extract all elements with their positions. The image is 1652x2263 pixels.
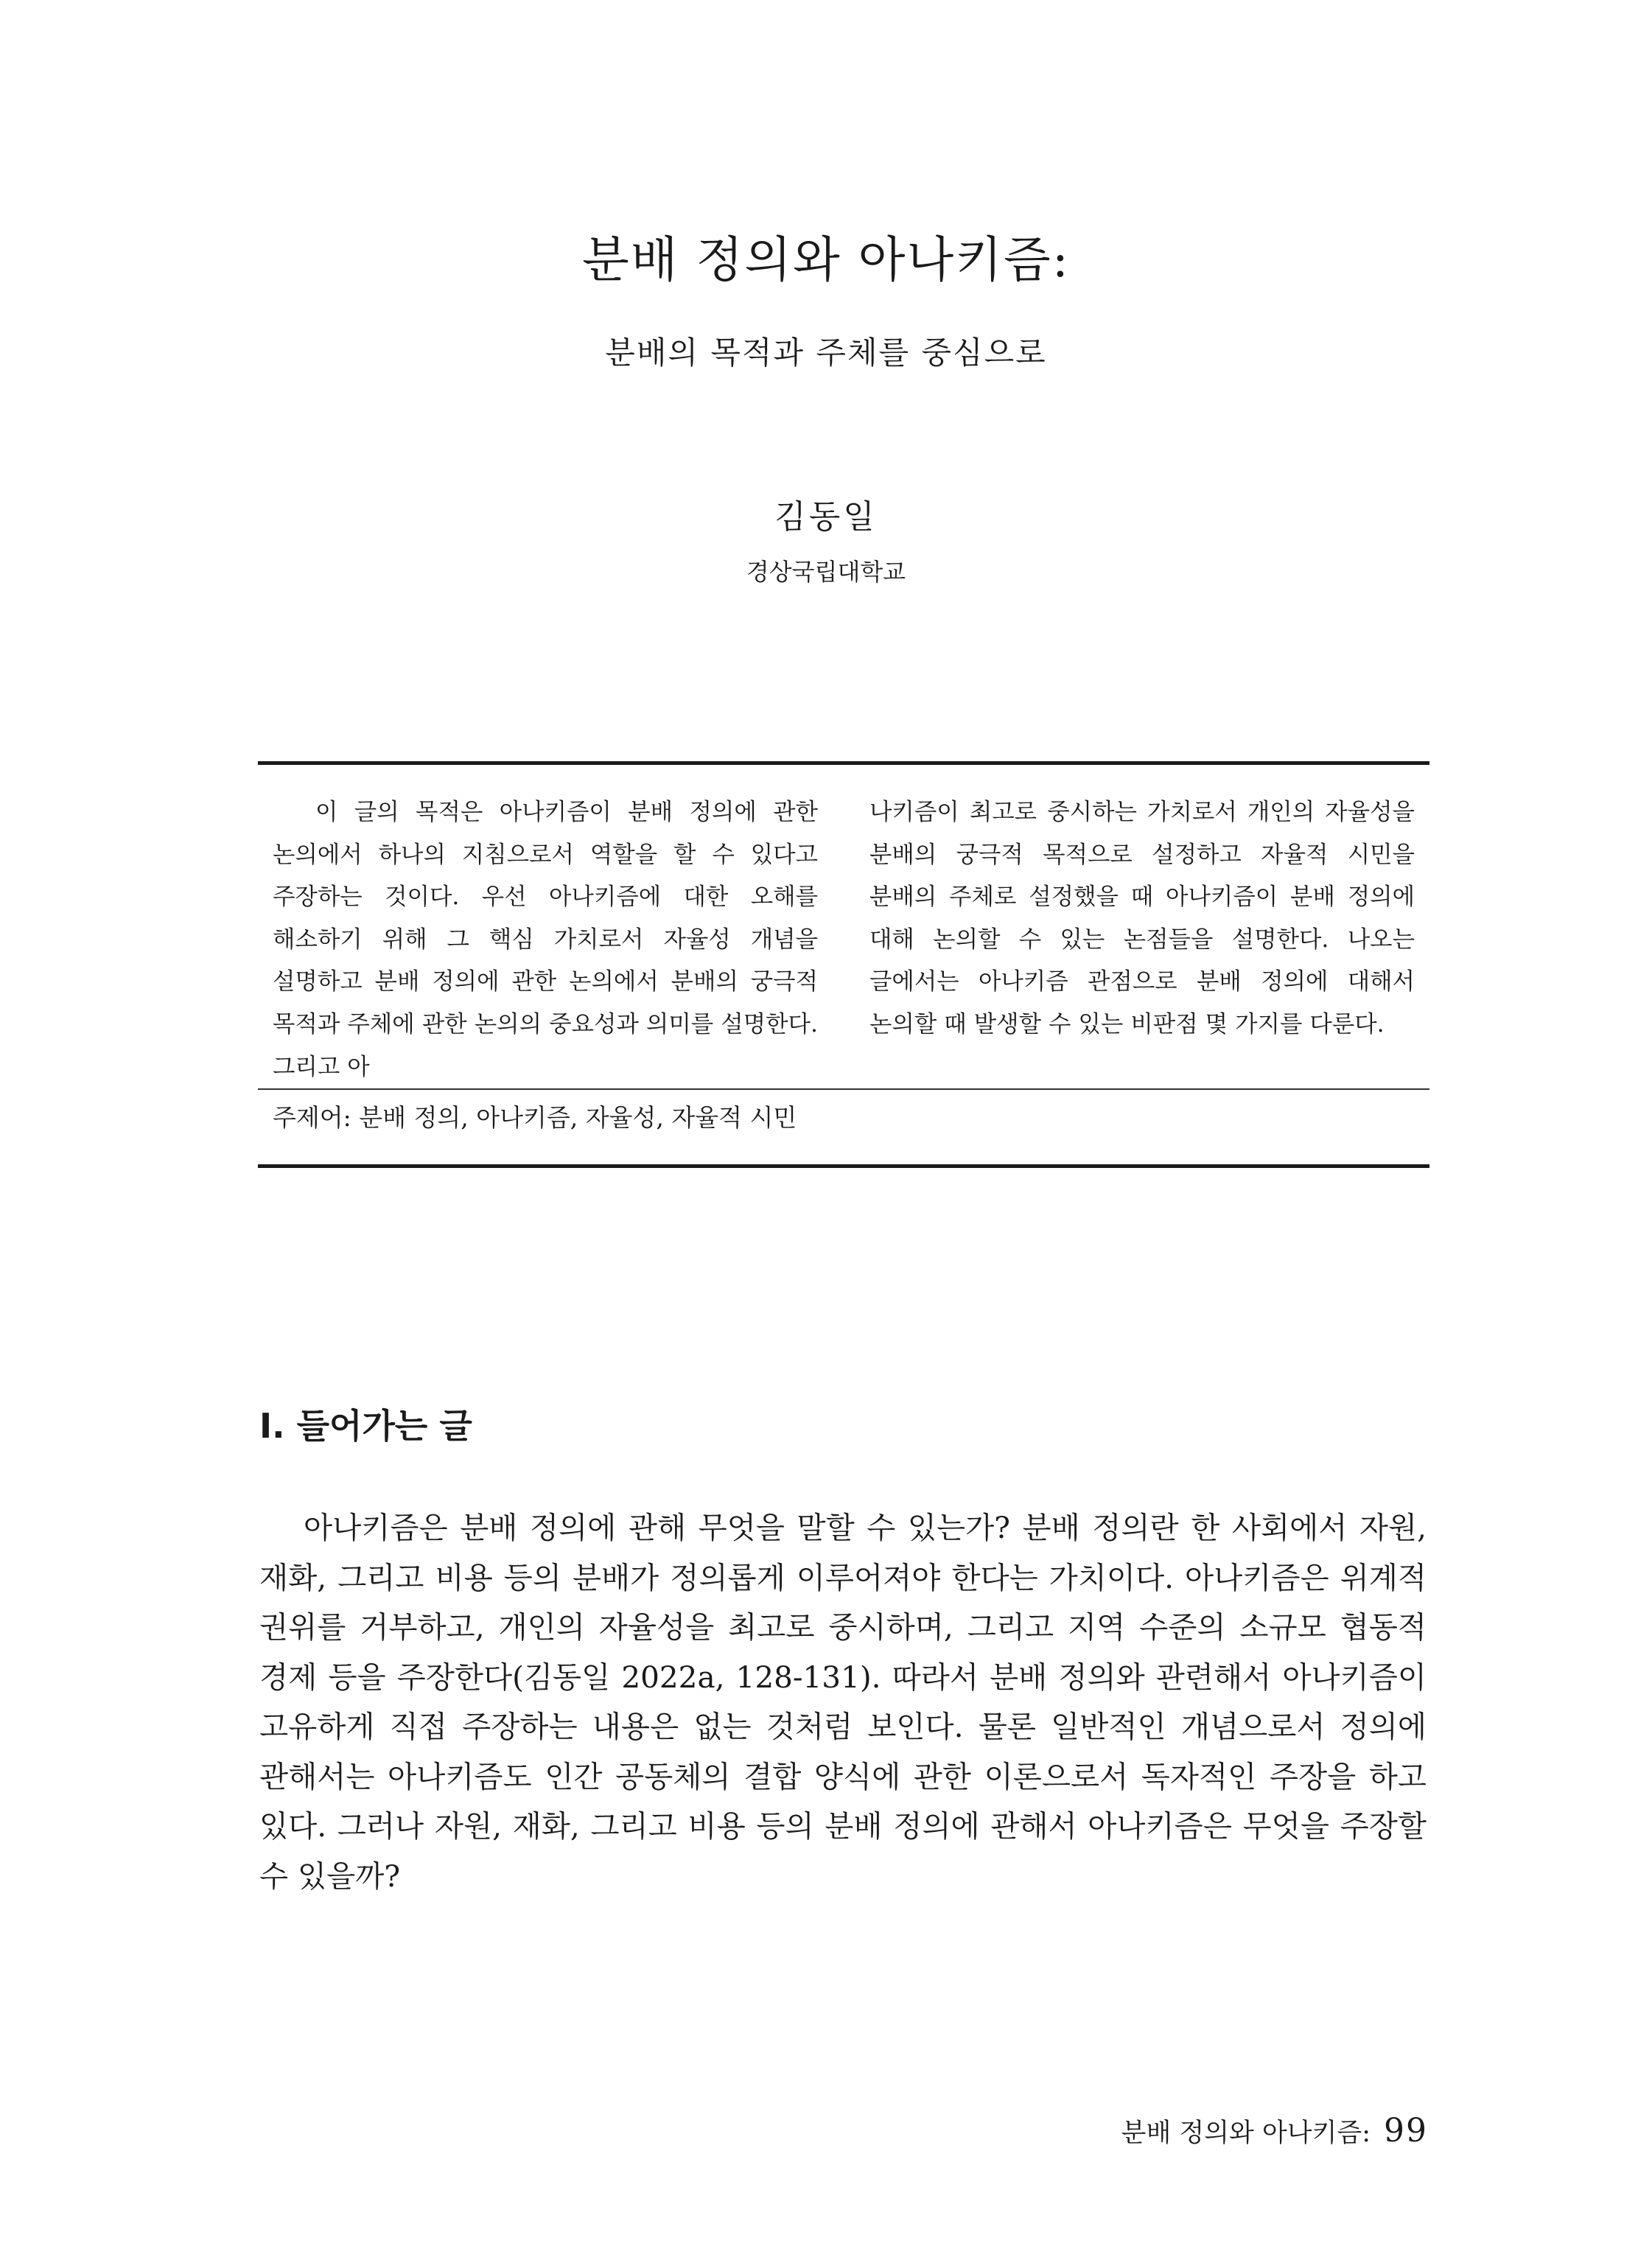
author-affiliation: 경상국립대학교 — [746, 558, 906, 586]
page-number: 99 — [1384, 2112, 1428, 2150]
paper-subtitle: 분배의 목적과 주체를 중심으로 — [605, 335, 1047, 371]
abstract-column-right: 나키즘이 최고로 중시하는 가치로서 개인의 자율성을 분배의 궁극적 목적으로 설정하고 자율적 시민을 분배의 주체로 설정했을 때 아나키즘이 분배 정의에 대해 논의할 수 있는 논점들을 설명한다. 나오는 글에서는 아나키즘 관점으로 분배 정의에 대해서 논의할 때 발생할 수 있는 비판점 몇 가지를 다룬다. — [869, 799, 1415, 1038]
author-name: 김동일 — [774, 498, 878, 536]
abstract-bottom-rule — [258, 1164, 1429, 1168]
paper-title: 분배 정의와 아나키즘: — [582, 231, 1070, 288]
abstract-column-left: 이 글의 목적은 아나키즘이 분배 정의에 관한 논의에서 하나의 지침으로서 역할을 할 수 있다고 주장하는 것이다. 우선 아나키즘에 대한 오해를 해소하기 위해 그 핵심 가치로서 자율성 개념을 설명하고 분배 정의에 관한 논의에서 분배의 궁극적 목적과 주체에 관한 논의의 중요성과 의미를 설명한다. 그리고 아 — [273, 799, 818, 1080]
abstract-block — [273, 791, 1415, 1088]
abstract-top-rule — [258, 761, 1429, 765]
running-title: 분배 정의와 아나키즘: — [1121, 2119, 1371, 2148]
body-paragraph: 아나키즘은 분배 정의에 관해 무엇을 말할 수 있는가? 분배 정의란 한 사회에서 자원, 재화, 그리고 비용 등의 분배가 정의롭게 이루어져야 한다는 가치이다. 아나키즘은 위계적 권위를 거부하고, 개인의 자율성을 최고로 중시하며, 그리고 지역 수준의 소규모 협동적 경제 등을 주장한다(김동일 2022a, 128-131). 따라서 분배 정의와 관련해서 아나키즘이 고유하게 직접 주장하는 내용은 없는 것처럼 보인다. 물론 일반적인 개념으로서 정의에 관해서는 아나키즘도 인간 공동체의 결합 양식에 관한 이론으로서 독자적인 주장을 하고 있다. 그러나 자원, 재화, 그리고 비용 등의 분배 정의에 관해서 아나키즘은 무엇을 주장할 수 있을까? — [259, 1510, 1427, 1894]
keywords-divider — [258, 1088, 1429, 1090]
keywords-line: 주제어: 분배 정의, 아나키즘, 자율성, 자율적 시민 — [273, 1103, 797, 1132]
page-footer — [1121, 2112, 1428, 2150]
section-heading: Ⅰ. 들어가는 글 — [259, 1406, 472, 1446]
